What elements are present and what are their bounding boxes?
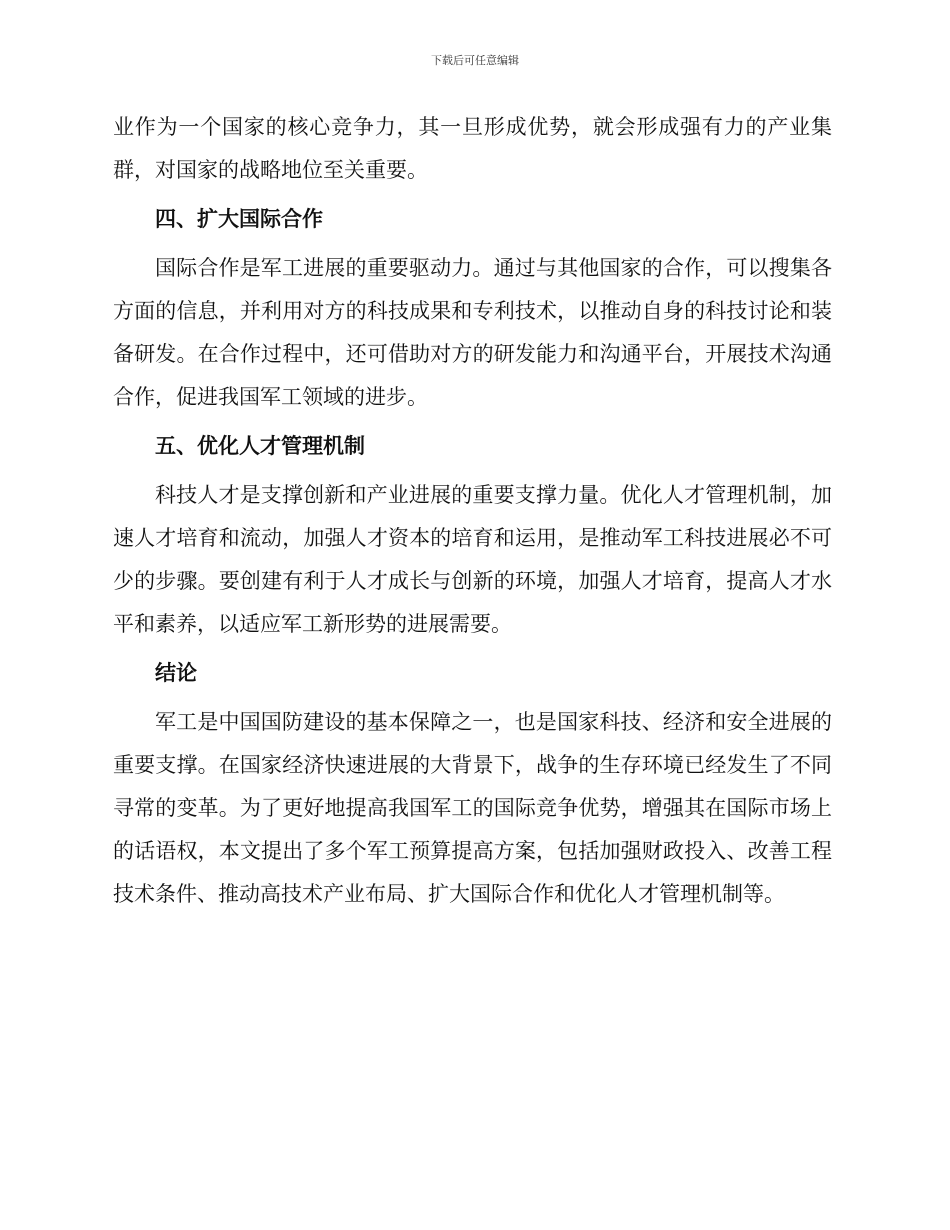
paragraph-conclusion: 军工是中国国防建设的基本保障之一，也是国家科技、经济和安全进展的重要支撑。在国家经济快速进展的大背景下，战争的生存环境已经发生了不同寻常的变革。为了更好地提高我国军工的国际竞争优势，增强其在国际市场上的话语权，本文提出了多个军工预算提高方案，包括加强财政投入、改善工程技术条件、推动高技术产业布局、扩大国际合作和优化人才管理机制等。 (113, 710, 832, 906)
page-header: 下载后可任意编辑 (431, 54, 519, 67)
paragraph-talent-management: 科技人才是支撑创新和产业进展的重要支撑力量。优化人才管理机制，加速人才培育和流动，加强人才资本的培育和运用，是推动军工科技进展必不可少的步骤。要创建有利于人才成长与创新的环境，加强人才培育，提高人才水平和素养，以适应军工新形势的进展需要。 (113, 483, 832, 636)
paragraph-international-cooperation: 国际合作是军工进展的重要驱动力。通过与其他国家的合作，可以搜集各方面的信息，并利用对方的科技成果和专利技术，以推动自身的科技讨论和装备研发。在合作过程中，还可借助对方的研发能力和沟通平台，开展技术沟通合作，促进我国军工领域的进步。 (113, 256, 832, 409)
section-heading-talent-management: 五、优化人才管理机制 (155, 434, 365, 458)
document-body (113, 106, 832, 916)
paragraph-continued: 业作为一个国家的核心竞争力，其一旦形成优势，就会形成强有力的产业集群，对国家的战略地位至关重要。 (113, 115, 832, 182)
section-heading-conclusion: 结论 (155, 661, 197, 685)
section-heading-international-cooperation: 四、扩大国际合作 (155, 207, 323, 231)
